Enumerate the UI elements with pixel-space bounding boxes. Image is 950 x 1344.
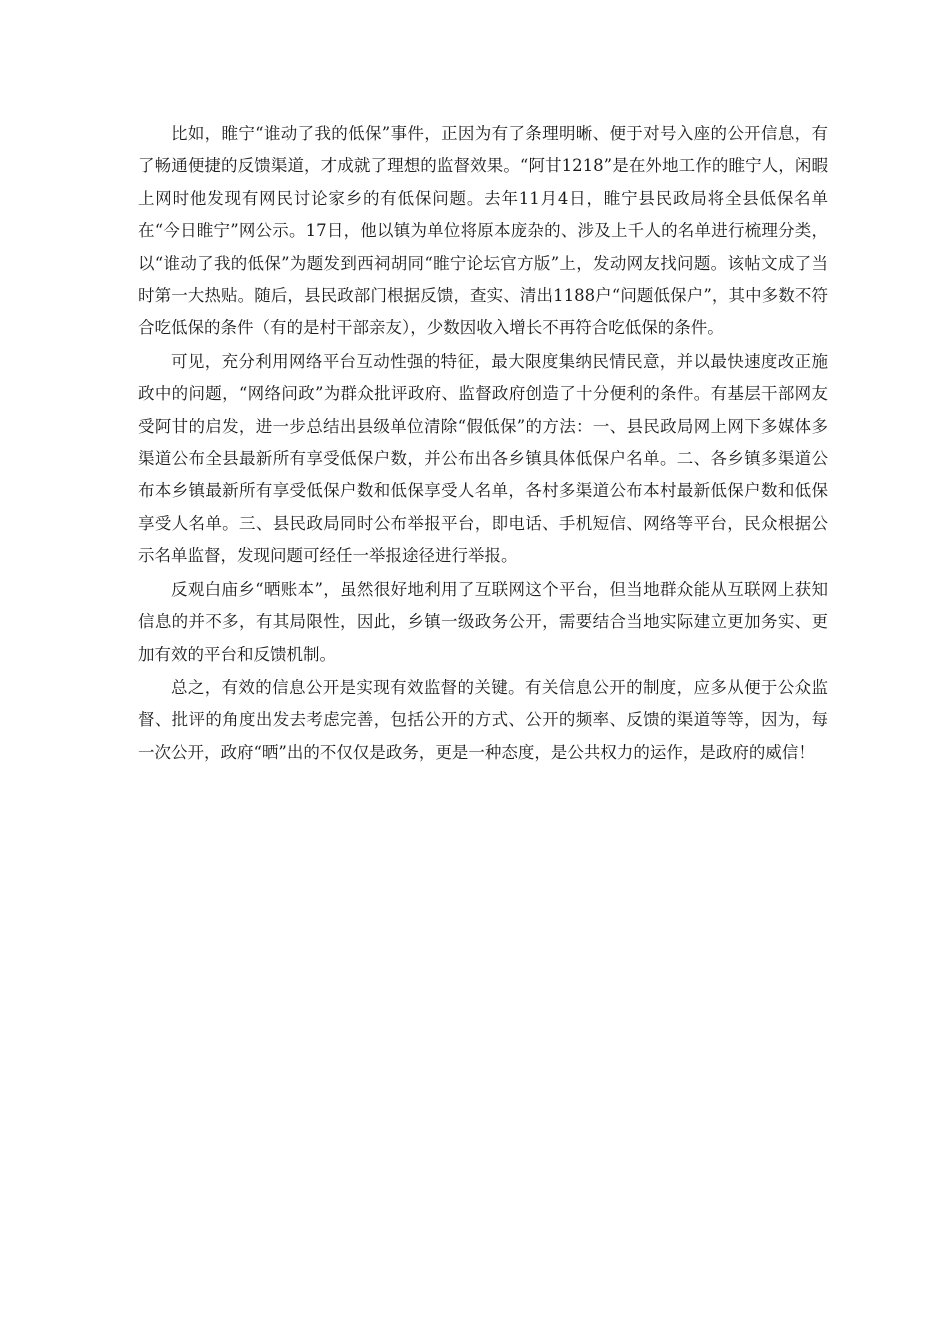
paragraph-3: 反观白庙乡“晒账本”，虽然很好地利用了互联网这个平台，但当地群众能从互联网上获知信息的并不多，有其局限性，因此，乡镇一级政务公开，需要结合当地实际建立更加务实、更加有效的平台和反馈机制。 (138, 579, 828, 664)
paragraph-4: 总之，有效的信息公开是实现有效监督的关键。有关信息公开的制度，应多从便于公众监督、批评的角度出发去考虑完善，包括公开的方式、公开的频率、反馈的渠道等等，因为，每一次公开，政府“晒”出的不仅仅是政务，更是一种态度，是公共权力的运作，是政府的威信！ (138, 677, 828, 762)
document-body (138, 118, 828, 770)
paragraph-1: 比如，睢宁“谁动了我的低保”事件，正因为有了条理明晰、便于对号入座的公开信息，有了畅通便捷的反馈渠道，才成就了理想的监督效果。“阿甘1218”是在外地工作的睢宁人，闲暇上网时他发现有网民讨论家乡的有低保问题。去年11月4日，睢宁县民政局将全县低保名单在“今日睢宁”网公示。17日，他以镇为单位将原本庞杂的、涉及上千人的名单进行梳理分类，以“谁动了我的低保”为题发到西祠胡同“睢宁论坛官方版”上，发动网友找问题。该帖文成了当时第一大热贴。随后，县民政部门根据反馈，查实、清出1188户“问题低保户”，其中多数不符合吃低保的条件（有的是村干部亲友），少数因收入增长不再符合吃低保的条件。 (138, 124, 828, 338)
paragraph-2: 可见，充分利用网络平台互动性强的特征，最大限度集纳民情民意，并以最快速度改正施政中的问题，“网络问政”为群众批评政府、监督政府创造了十分便利的条件。有基层干部网友受阿甘的启发，进一步总结出县级单位清除“假低保”的方法：一、县民政局网上网下多媒体多渠道公布全县最新所有享受低保户数，并公布出各乡镇具体低保户名单。二、各乡镇多渠道公布本乡镇最新所有享受低保户数和低保享受人名单，各村多渠道公布本村最新低保户数和低保享受人名单。三、县民政局同时公布举报平台，即电话、手机短信、网络等平台，民众根据公示名单监督，发现问题可经任一举报途径进行举报。 (138, 351, 828, 566)
